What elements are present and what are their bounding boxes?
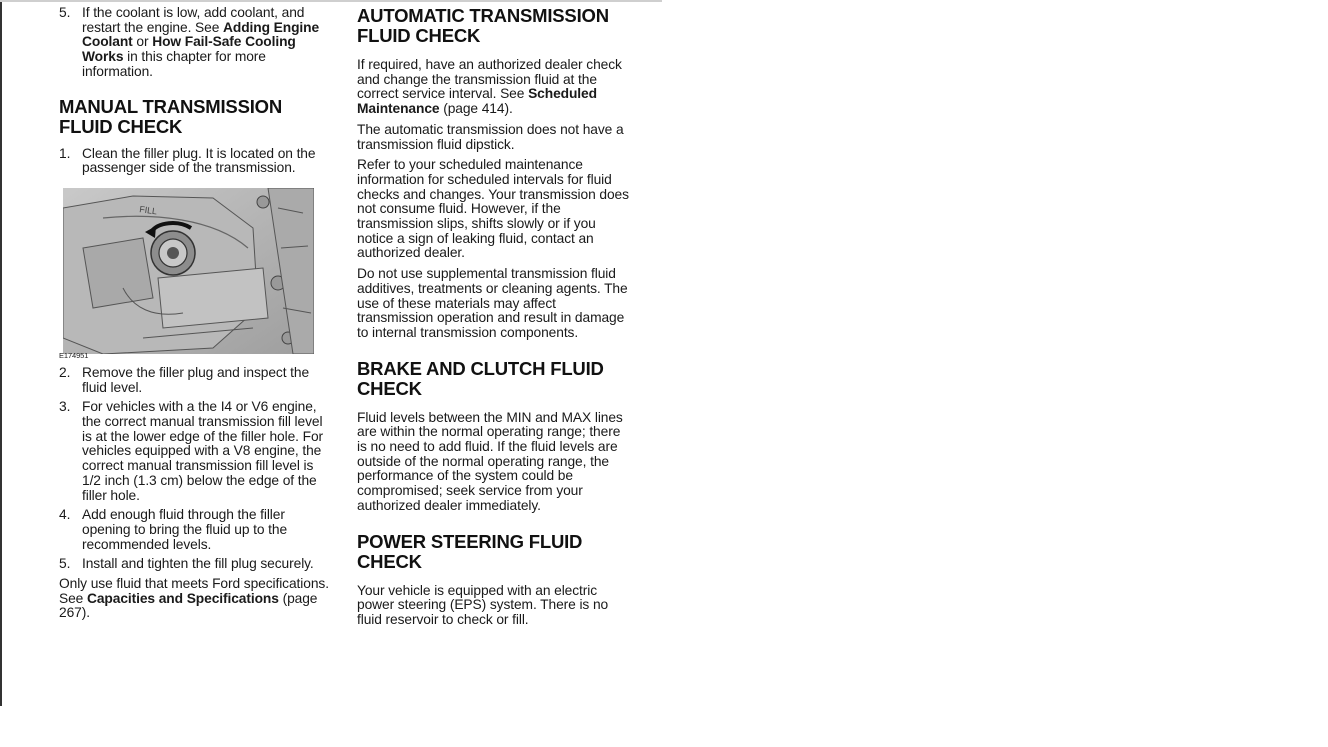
- filler-plug-illustration: [59, 188, 314, 358]
- step-2: 2. Remove the filler plug and inspect the fluid level.: [59, 364, 310, 395]
- figure-label: E174951: [59, 350, 89, 360]
- link-fail-safe-cooling[interactable]: How Fail-Safe Cooling Works: [82, 34, 296, 65]
- step-number: 5.: [59, 5, 71, 20]
- step-1: 1. Clean the filler plug. It is located on the passenger side of the transmission.: [59, 145, 316, 176]
- step-5: 5. Install and tighten the fill plug securely.: [59, 556, 314, 572]
- heading-manual-transmission: MANUAL TRANSMISSION FLUID CHECK: [59, 95, 282, 137]
- brake-paragraph: Fluid levels between the MIN and MAX lines are within the normal operating range; there is no need to add fluid. If the fluid levels are outside of the normal operating range, the performance of the system could be compromised; seek service from your authorized dealer immediately.: [357, 409, 623, 513]
- step-3: 3. For vehicles with a the I4 or V6 engine, the correct manual transmission fill level is at the lower edge of the filler hole. For vehicles equipped with a V8 engine, the correct manual transmission fill level is 1/2 inch (1.3 cm) below the edge of the filler hole.: [59, 399, 324, 503]
- heading-automatic-transmission: AUTOMATIC TRANSMISSION FLUID CHECK: [357, 5, 609, 46]
- transmission-diagram: [63, 188, 314, 354]
- link-adding-engine-coolant[interactable]: Adding Engine Coolant: [82, 19, 320, 50]
- left-column: [59, 6, 334, 621]
- heading-power-steering: POWER STEERING FLUID CHECK: [357, 530, 583, 572]
- power-steering-paragraph: Your vehicle is equipped with an electric power steering (EPS) system. There is no fluid reservoir to check or fill.: [357, 582, 609, 627]
- link-capacities-specifications[interactable]: Capacities and Specifications: [86, 590, 279, 606]
- auto-paragraph-2: The automatic transmission does not have a transmission fluid dipstick.: [357, 121, 624, 152]
- step-text: If the coolant is low, add coolant, and restart the engine. See Adding Engine Coolant or How Fail-Safe Cooling Works in this chapter for more information.: [82, 5, 320, 79]
- only-use-ford-fluid-note: Only use fluid that meets Ford specifications. See Capacities and Specifications (page 267).: [59, 576, 329, 621]
- auto-paragraph-3: Refer to your scheduled maintenance information for scheduled intervals for fluid checks and changes. Your transmission does not consume fluid. However, if the transmission slips, shifts slowly or if you notice a sign of leaking fluid, contact an authorized dealer.: [357, 157, 629, 261]
- page-left-border: [0, 0, 2, 706]
- auto-paragraph-4: Do not use supplemental transmission fluid additives, treatments or cleaning agents. The use of these materials may affect transmission operation and result in damage to internal transmission components.: [357, 266, 628, 340]
- step-5-coolant: [59, 6, 334, 80]
- page-top-border: [0, 0, 662, 2]
- link-scheduled-maintenance[interactable]: Scheduled Maintenance: [357, 86, 597, 117]
- fill-embossed-text: FILL: [138, 203, 158, 217]
- step-4: 4. Add enough fluid through the filler opening to bring the fluid up to the recommended levels.: [59, 507, 288, 552]
- auto-paragraph-1: If required, have an authorized dealer check and change the transmission fluid at the correct service interval. See Scheduled Maintenance (page 414).: [357, 57, 622, 117]
- right-column: [357, 6, 632, 628]
- heading-brake-clutch: BRAKE AND CLUTCH FLUID CHECK: [357, 357, 604, 399]
